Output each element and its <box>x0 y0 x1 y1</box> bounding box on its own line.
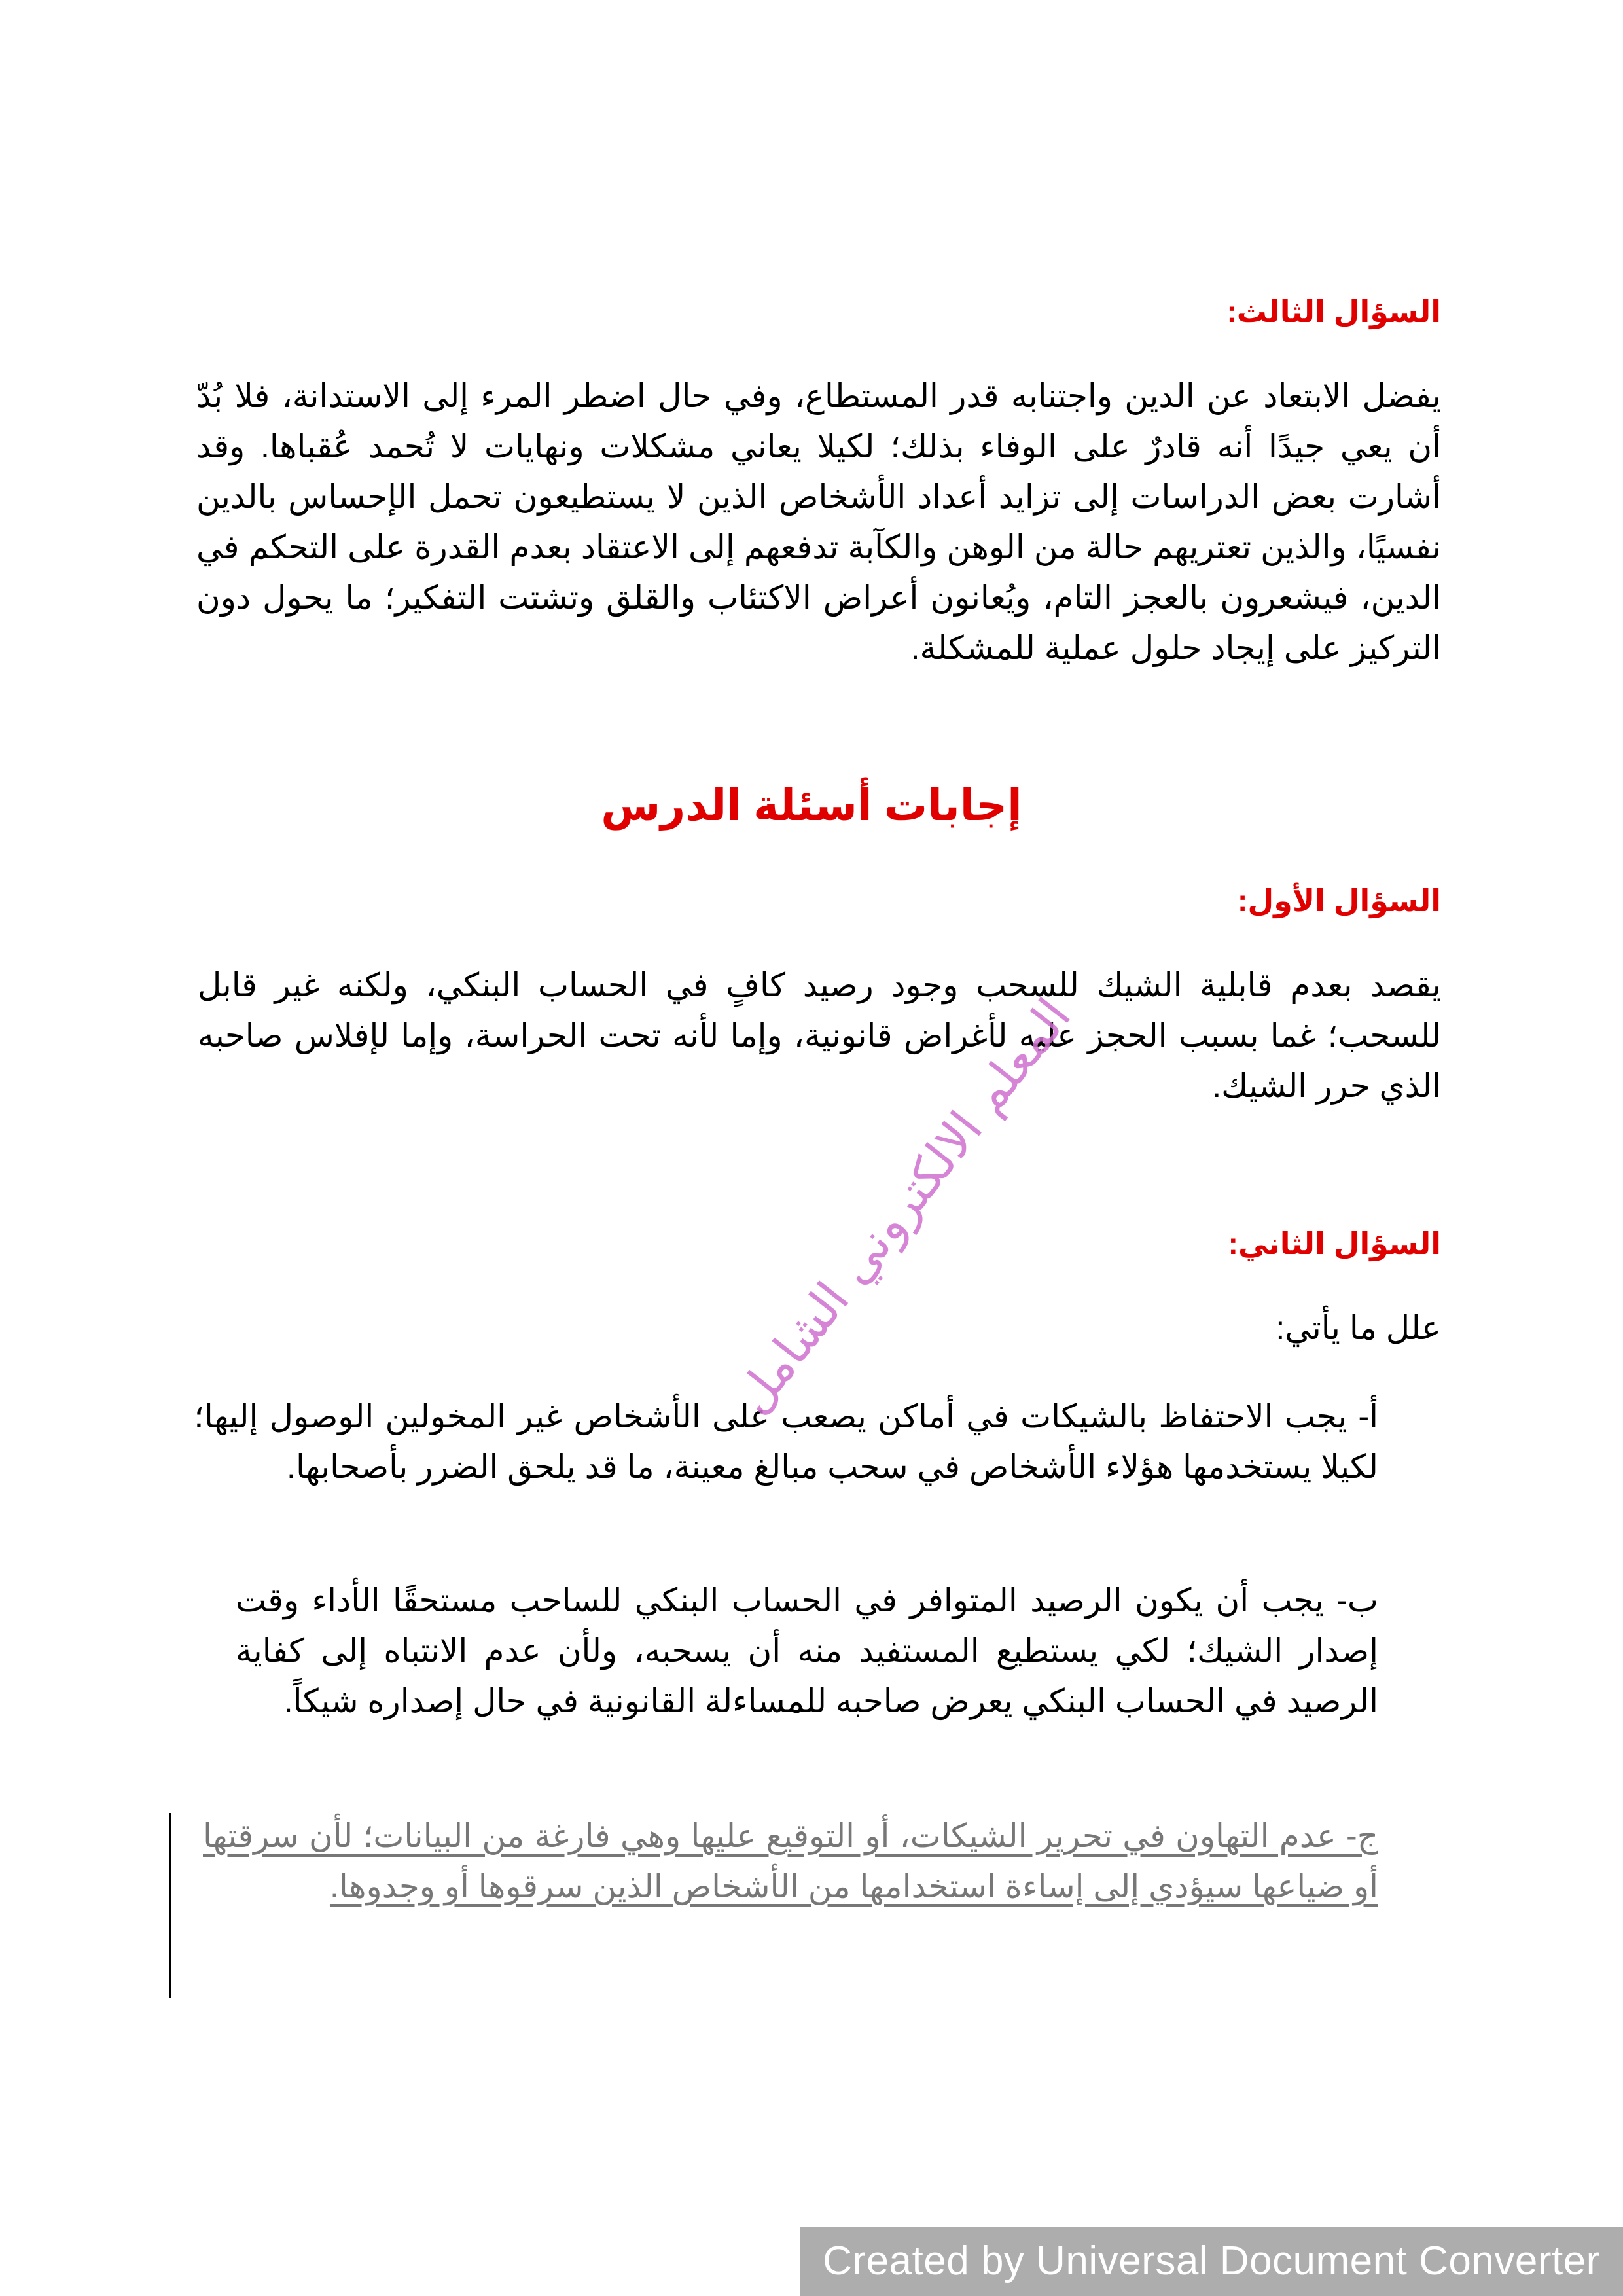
revision-margin-line <box>169 1813 171 1998</box>
lesson-q1-paragraph: يقصد بعدم قابلية الشيك للسحب وجود رصيد كافٍ في الحساب البنكي، ولكنه غير قابل للسحب؛ غما بسبب الحجز عليه لأغراض قانونية، وإما لأنه تحت الحراسة، وإما لإفلاس صاحبه الذي حرر الشيك. <box>198 967 1441 1104</box>
lesson-q2-heading: السؤال الثاني: <box>1228 1227 1441 1261</box>
converter-banner: Created by Universal Document Converter <box>800 2227 1623 2296</box>
q3-heading: السؤال الثالث: <box>1226 295 1441 329</box>
lesson-q1-heading: السؤال الأول: <box>1238 884 1441 918</box>
section-title: إجابات أسئلة الدرس <box>601 781 1022 829</box>
lesson-q2-item-a: أ- يجب الاحتفاظ بالشيكات في أماكن يصعب على الأشخاص غير المخولين الوصول إليها؛ لكيلا يستخدمها هؤلاء الأشخاص في سحب مبالغ معينة، ما قد يلحق الضرر بأصحابها. <box>194 1398 1378 1485</box>
lesson-q2-item-b: ب- يجب أن يكون الرصيد المتوافر في الحساب البنكي للساحب مستحقًا الأداء وقت إصدار الشيك؛ لكي يستطيع المستفيد منه أن يسحبه، ولأن عدم الانتباه إلى كفاية الرصيد في الحساب البنكي يعرض صاحبه للمساءلة القانونية في حال إصداره شيكاً. <box>236 1582 1378 1719</box>
lesson-q2-intro: علل ما يأتي: <box>1275 1310 1441 1346</box>
lesson-q2-item-c: ج- عدم التهاون في تحرير الشيكات، أو التوقيع عليها وهي فارغة من البيانات؛ لأن سرقتها أو ضياعها سيؤدي إلى إساءة استخدامها من الأشخاص الذين سرقوها أو وجدوها. <box>203 1818 1378 1905</box>
watermark-text: المعلم الالكتروني الشامل <box>724 988 1082 1424</box>
q3-answer-paragraph: يفضل الابتعاد عن الدين واجتنابه قدر المستطاع، وفي حال اضطر المرء إلى الاستدانة، فلا بُدّ أن يعي جيدًا أنه قادرٌ على الوفاء بذلك؛ لكيلا يعاني مشكلات ونهايات لا تُحمد عُقباها. وقد أشارت بعض الدراسات إلى تزايد أعداد الأشخاص الذين لا يستطيعون تحمل الإحساس بالدين نفسيًا، والذين تعتريهم حالة من الوهن والكآبة تدفعهم إلى الاعتقاد بعدم القدرة على التحكم في الدين، فيشعرون بالعجز التام، ويُعانون أعراض الاكتئاب والقلق وتشتت التفكير؛ ما يحول دون التركيز على إيجاد حلول عملية للمشكلة. <box>196 378 1442 666</box>
